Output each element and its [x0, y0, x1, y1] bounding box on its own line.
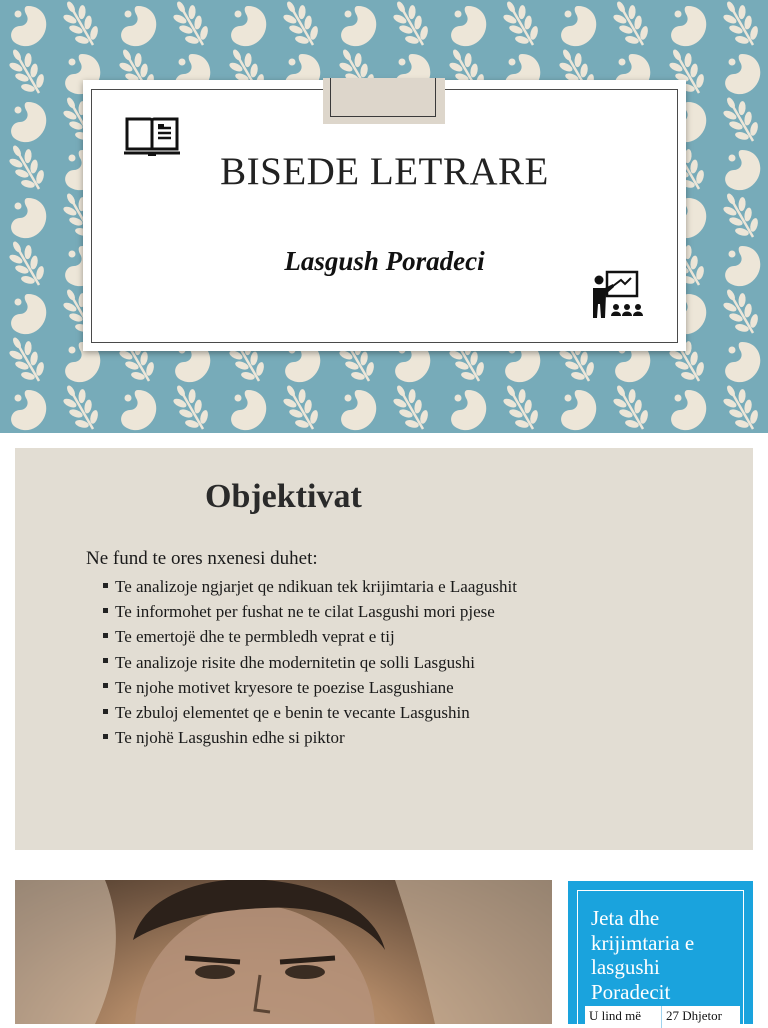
slide-title: BISEDE LETRARE — [220, 150, 549, 193]
objective-item — [103, 650, 517, 675]
objective-text: Te zbuloj elementet qe e benin te vecante Lasgushin — [115, 702, 470, 722]
bullet-icon — [103, 709, 108, 714]
bullet-icon — [103, 608, 108, 613]
title-card-tab — [323, 78, 445, 124]
title-slide — [0, 0, 768, 433]
bullet-icon — [103, 683, 108, 688]
portrait-photo — [15, 880, 552, 1024]
objective-item — [103, 675, 517, 700]
info-card-title: Jeta dhe krijimtaria e lasgushi Poradecit — [591, 906, 695, 1004]
life-info-card — [568, 881, 753, 1024]
objective-item — [103, 725, 517, 750]
objectives-intro: Ne fund te ores nxenesi duhet: — [86, 548, 318, 569]
objectives-list — [103, 574, 517, 750]
objective-text: Te analizoje ngjarjet qe ndikuan tek krijimtaria e Laagushit — [115, 577, 517, 596]
objective-item — [103, 599, 517, 624]
slide-subtitle: Lasgush Poradeci — [284, 246, 485, 276]
info-table-cell: 27 Dhjetor — [666, 1008, 722, 1023]
bullet-icon — [103, 583, 108, 588]
bullet-icon — [103, 734, 108, 739]
objective-text: Te njohë Lasgushin edhe si piktor — [115, 728, 345, 748]
objective-item — [103, 700, 517, 725]
objective-text: Te emertojë dhe te permbledh veprat e tij — [115, 627, 395, 647]
objective-text: Te informohet per fushat ne te cilat Lasgushi mori pjese — [115, 602, 495, 622]
teacher-presentation-icon — [591, 270, 647, 320]
objectives-slide — [15, 448, 753, 850]
objective-text: Te analizoje risite dhe modernitetin qe solli Lasgushi — [115, 652, 475, 672]
objective-item — [103, 574, 517, 599]
info-table-cell: U lind më — [585, 1006, 662, 1028]
bullet-icon — [103, 633, 108, 638]
objective-item — [103, 624, 517, 649]
bullet-icon — [103, 658, 108, 663]
objectives-heading: Objektivat — [205, 478, 362, 515]
title-card-tab-frame — [330, 78, 436, 117]
portrait-photo-silhouette — [15, 880, 552, 1024]
title-card — [83, 80, 686, 351]
objective-text: Te njohe motivet kryesore te poezise Lasgushiane — [115, 677, 454, 697]
info-table-row — [585, 1006, 740, 1028]
